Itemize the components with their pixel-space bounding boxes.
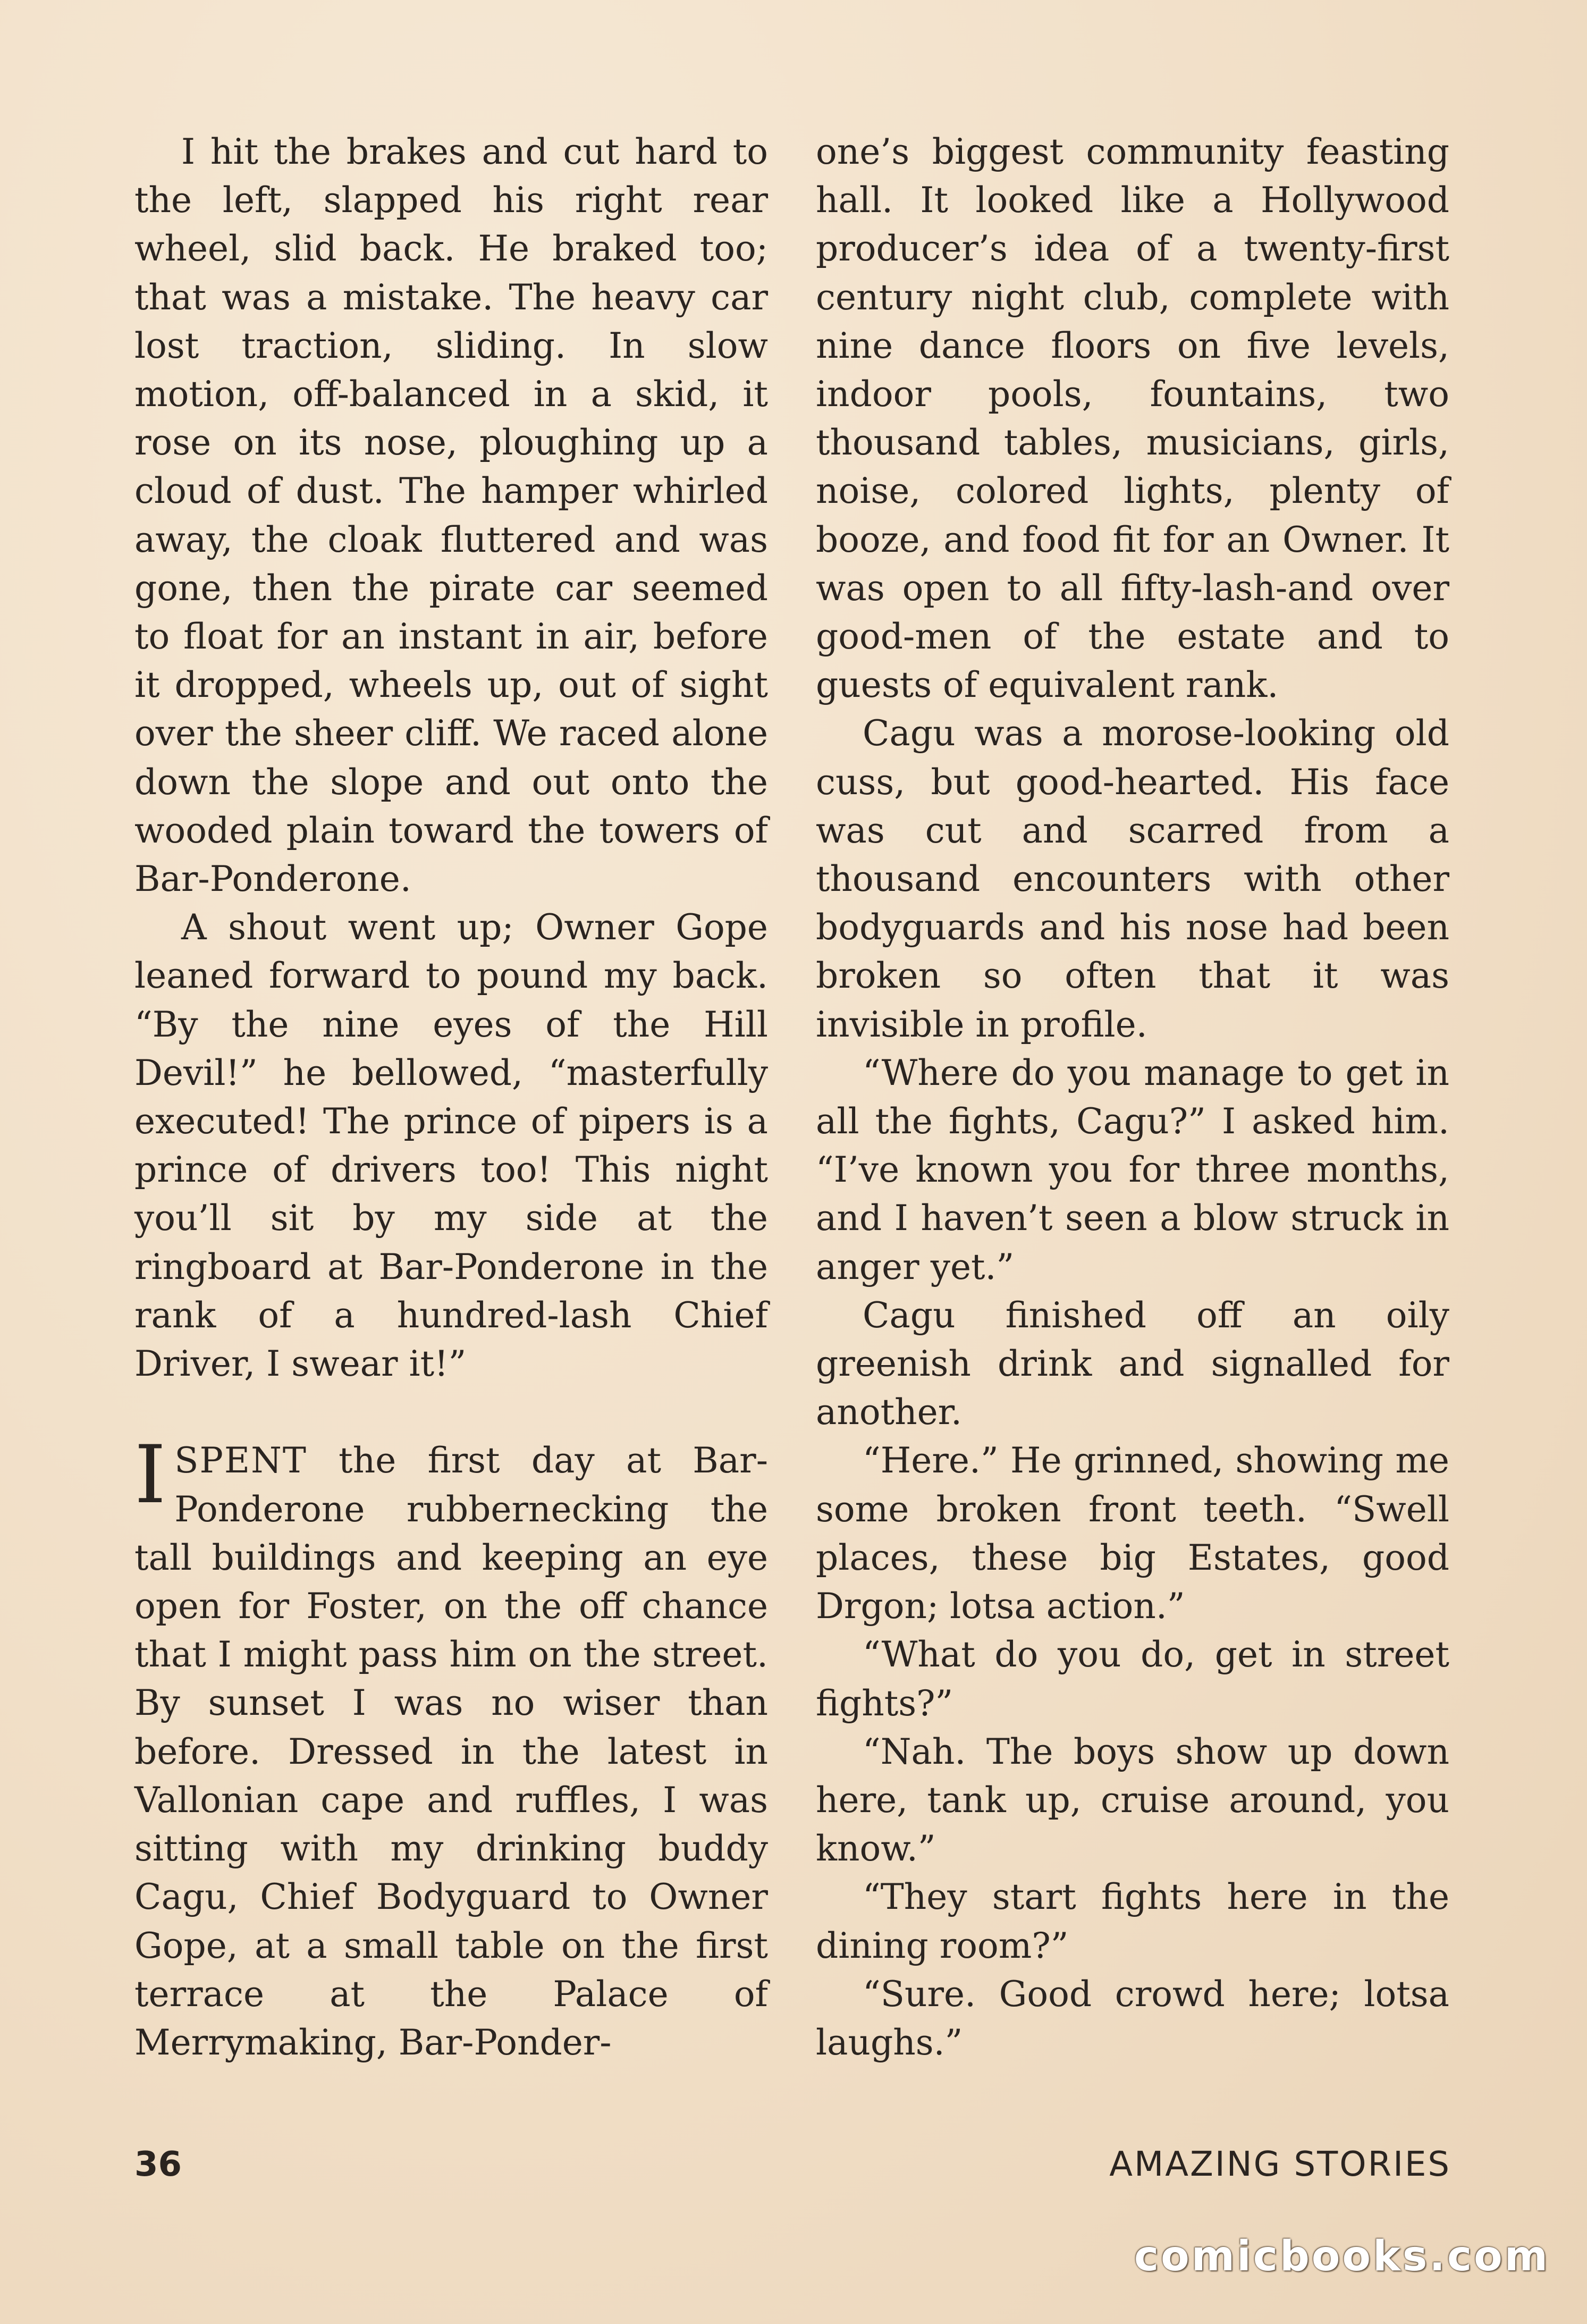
- paragraph: “Where do you manage to get in all the fights, Cagu?” I asked him. “I’ve known you for three months, and I haven’t seen a blow struck in anger yet.”: [816, 1052, 1449, 1287]
- paragraph: “Nah. The boys show up down here, tank up, cruise around, you know.”: [816, 1731, 1449, 1870]
- paragraph: A shout went up; Owner Gope leaned forward to pound my back. “By the nine eyes of the Hill Devil!” he bellowed, “masterfully executed! The prince of pipers is a prince of drivers too! This night you’ll sit by my side at the ringboard at Bar-Ponderone in the rank of a hundred-lash Chief Driver, I swear it!”: [134, 907, 768, 1385]
- lead-word: SPENT: [174, 1440, 307, 1481]
- watermark: comicbooks.com: [1134, 2233, 1550, 2280]
- paragraph: “Here.” He grinned, showing me some broken front teeth. “Swell places, these big Estates, good Drgon; lotsa action.”: [816, 1440, 1449, 1627]
- left-text-column: [134, 128, 768, 2067]
- paragraph: “What do you do, get in street fights?”: [816, 1634, 1449, 1724]
- magazine-title: AMAZING STORIES: [1109, 2145, 1451, 2184]
- paragraph: I hit the brakes and cut hard to the left, slapped his right rear wheel, slid back. He braked too; that was a mistake. The heavy car lost traction, sliding. In slow motion, off-balanced in a skid, it rose on its nose, ploughing up a cloud of dust. The hamper whirled away, the cloak fluttered and was gone, then the pirate car seemed to float for an instant in air, before it dropped, wheels up, out of sight over the sheer cliff. We raced alone down the slope and out onto the wooded plain toward the towers of Bar-Ponderone.: [134, 131, 768, 900]
- page-number: 36: [134, 2145, 182, 2184]
- drop-cap: I: [134, 1429, 166, 1522]
- paragraph: “They start fights here in the dining room?”: [816, 1876, 1449, 1966]
- paragraph: Cagu finished off an oily greenish drink and signalled for another.: [816, 1294, 1449, 1433]
- paragraph-continued: one’s biggest community feasting hall. It looked like a Hollywood producer’s idea of a twenty-first century night club, complete with nine dance floors on five levels, indoor pools, fountains, two thousand tables, musicians, girls, noise, colored lights, plenty of booze, and food fit for an Owner. It was open to all fifty-lash-and over good-men of the estate and to guests of equivalent rank.: [816, 131, 1449, 706]
- paragraph-text: the first day at Bar-Ponderone rubbernecking the tall buildings and keeping an eye open for Foster, on the off chance that I might pass him on the street. By sunset I was no wiser than before. Dressed in the latest in Vallonian cape and ruffles, I was sitting with my drinking buddy Cagu, Chief Bodyguard to Owner Gope, at a small table on the first terrace at the Palace of Merrymaking, Bar-Ponder-: [134, 1440, 768, 2063]
- right-text-column: [816, 128, 1449, 2067]
- paragraph: “Sure. Good crowd here; lotsa laughs.”: [816, 1973, 1449, 2063]
- section-paragraph: [134, 1429, 768, 2067]
- paragraph: Cagu was a morose-looking old cuss, but good-hearted. His face was cut and scarred from a thousand encounters with other bodyguards and his nose had been broken so often that it was invisible in profile.: [816, 713, 1449, 1045]
